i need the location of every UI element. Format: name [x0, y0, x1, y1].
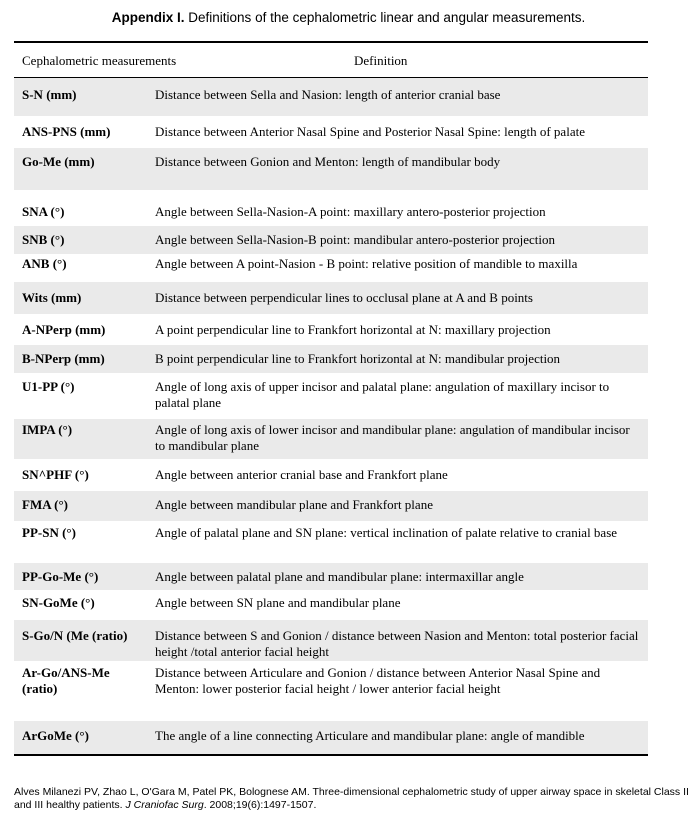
reference-citation [14, 786, 694, 812]
table-row [14, 419, 648, 459]
measurement-cell: SNB (°) [22, 232, 65, 247]
measurement-cell: PP-Go-Me (°) [22, 569, 99, 584]
header-measurements: Cephalometric measurements [22, 53, 177, 68]
measurement-cell: A-NPerp (mm) [22, 322, 106, 337]
table-row [14, 254, 648, 282]
definition-cell: Angle of long axis of lower incisor and mandibular plane: angulation of mandibular incisor to mandibular plane [155, 422, 630, 453]
definition-cell: Angle between Sella-Nasion-A point: maxillary antero-posterior projection [155, 204, 546, 219]
table-row [14, 116, 648, 148]
measurement-cell: SNA (°) [22, 204, 65, 219]
definition-cell: Distance between Sella and Nasion: length of anterior cranial base [155, 87, 501, 102]
measurement-cell: ANS-PNS (mm) [22, 124, 111, 139]
table-row [14, 459, 648, 491]
definition-cell: Angle between A point-Nasion - B point: relative position of mandible to maxilla [155, 256, 578, 271]
table-row [14, 226, 648, 254]
table-row [14, 590, 648, 620]
measurement-cell: Ar-Go/ANS-Me (ratio) [22, 665, 110, 696]
measurements-table [14, 41, 648, 756]
definition-cell: Angle between palatal plane and mandibular plane: intermaxillar angle [155, 569, 524, 584]
definition-cell: Distance between perpendicular lines to occlusal plane at A and B points [155, 290, 533, 305]
measurement-cell: SN-GoMe (°) [22, 595, 95, 610]
table-row [14, 78, 648, 116]
header-definition: Definition [354, 53, 408, 68]
table-row-spacer [14, 190, 648, 202]
measurement-cell: S-N (mm) [22, 87, 77, 102]
definition-cell: The angle of a line connecting Articulare and mandibular plane: angle of mandible [155, 728, 585, 743]
definition-cell: Distance between Anterior Nasal Spine and Posterior Nasal Spine: length of palate [155, 124, 585, 139]
measurement-cell: PP-SN (°) [22, 525, 76, 540]
table-row [14, 373, 648, 419]
reference-journal: J Craniofac Surg [125, 799, 204, 811]
table-row [14, 345, 648, 373]
definition-cell: Distance between Gonion and Menton: length of mandibular body [155, 154, 501, 169]
table-row [14, 521, 648, 563]
definition-cell: Distance between Articulare and Gonion / distance between Anterior Nasal Spine and Menton: lower posterior facial height / lower anterior facial height [155, 665, 601, 696]
table-header [14, 43, 648, 78]
reference-details: . 2008;19(6):1497-1507. [203, 799, 317, 811]
measurement-cell: U1-PP (°) [22, 379, 75, 394]
definition-cell: Angle of long axis of upper incisor and palatal plane: angulation of maxillary incisor to palatal plane [155, 379, 610, 410]
definition-cell: Distance between S and Gonion / distance between Nasion and Menton: total posterior facial height /total anterior facial height [155, 628, 639, 659]
table-row [14, 661, 648, 721]
definition-cell: B point perpendicular line to Frankfort horizontal at N: mandibular projection [155, 351, 561, 366]
table-row [14, 721, 648, 754]
definition-cell: Angle between anterior cranial base and Frankfort plane [155, 467, 448, 482]
table-row [14, 491, 648, 521]
measurement-cell: Wits (mm) [22, 290, 82, 305]
table-row [14, 282, 648, 314]
table-row-spacer [14, 178, 648, 190]
definition-cell: Angle between mandibular plane and Frankfort plane [155, 497, 433, 512]
measurement-cell: B-NPerp (mm) [22, 351, 105, 366]
measurement-cell: FMA (°) [22, 497, 68, 512]
caption-label: Appendix I. [111, 10, 185, 25]
table-row [14, 148, 648, 178]
measurement-cell: Go-Me (mm) [22, 154, 95, 169]
table-row [14, 620, 648, 661]
table-row [14, 563, 648, 590]
caption-text: Definitions of the cephalometric linear and angular measurements. [188, 10, 586, 25]
measurement-cell: IMPA (°) [22, 422, 73, 437]
table-row [14, 314, 648, 345]
measurement-cell: S-Go/N (Me (ratio) [22, 628, 128, 643]
definition-cell: Angle between Sella-Nasion-B point: mandibular antero-posterior projection [155, 232, 555, 247]
reference-authors: Alves Milanezi PV, Zhao L, O'Gara M, Patel PK, Bolognese AM. Three-dimensional cephalometric study of upper airway space in skeletal Class II and III healthy patients. [14, 786, 689, 811]
definition-cell: Angle between SN plane and mandibular plane [155, 595, 401, 610]
definition-cell: A point perpendicular line to Frankfort horizontal at N: maxillary projection [155, 322, 551, 337]
measurement-cell: SN^PHF (°) [22, 467, 89, 482]
definition-cell: Angle of palatal plane and SN plane: vertical inclination of palate relative to cranial base [155, 525, 618, 540]
table-row [14, 202, 648, 226]
measurement-cell: ArGoMe (°) [22, 728, 89, 743]
table-caption [0, 10, 697, 25]
measurement-cell: ANB (°) [22, 256, 67, 271]
